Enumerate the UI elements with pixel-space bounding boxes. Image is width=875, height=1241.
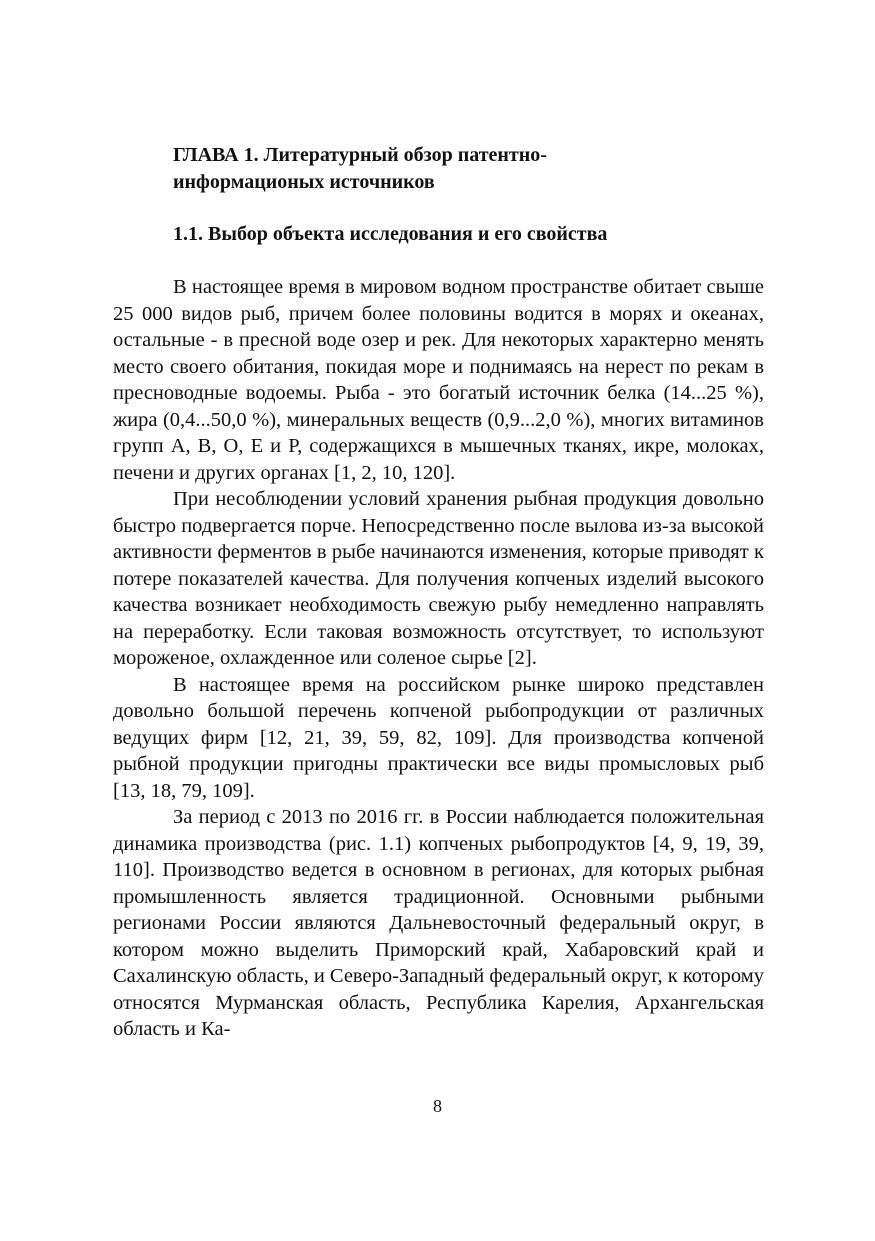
- chapter-title-line-2: информационых источников: [173, 171, 435, 193]
- paragraph-1: В настоящее время в мировом водном пространстве обитает свыше 25 000 видов рыб, причем более половины водится в морях и океанах, остальные - в пресной воде озер и рек. Для некоторых характерно менять место своего обитания, покидая море и поднимаясь на нерест по рекам в пресноводные водоемы. Рыба - это богатый источник белка (14...25 %), жира (0,4...50,0 %), минеральных веществ (0,9...2,0 %), многих витаминов групп А, В, О, Е и Р, содержащихся в мышечных тканях, икре, молоках, печени и других органах [1, 2, 10, 120].: [113, 276, 764, 484]
- section-title: 1.1. Выбор объекта исследования и его свойства: [173, 223, 608, 245]
- page-number: 8: [433, 1096, 442, 1116]
- chapter-title-line-1: ГЛАВА 1. Литературный обзор патентно-: [173, 144, 547, 166]
- paragraph-3: В настоящее время на российском рынке широко представлен довольно большой перечень копченой рыбопродукции от различных ведущих фирм [12, 21, 39, 59, 82, 109]. Для производства копченой рыбной продукции пригодны практически все виды промысловых рыб [13, 18, 79, 109].: [113, 673, 764, 802]
- body-text: [113, 274, 764, 1043]
- paragraph-4: За период с 2013 по 2016 гг. в России наблюдается положительная динамика производства (рис. 1.1) копченых рыбопродуктов [4, 9, 19, 39, 110]. Производство ведется в основном в регионах, для которых рыбная промышленность является традиционной. Основными рыбными регионами России являются Дальневосточный федеральный округ, в котором можно выделить Приморский край, Хабаровский край и Сахалинскую область, и Северо-Западный федеральный округ, к которому относятся Мурманская область, Республика Карелия, Архангельская область и Ка-: [113, 806, 764, 1040]
- chapter-title: [173, 142, 733, 196]
- paragraph-2: При несоблюдении условий хранения рыбная продукция довольно быстро подвергается порче. Непосредственно после вылова из-за высокой активности ферментов в рыбе начинаются изменения, которые приводят к потере показателей качества. Для получения копченых изделий высокого качества возникает необходимость свежую рыбу немедленно направлять на переработку. Если таковая возможность отсутствует, то используют мороженое, охлажденное или соленое сырье [2].: [113, 488, 764, 669]
